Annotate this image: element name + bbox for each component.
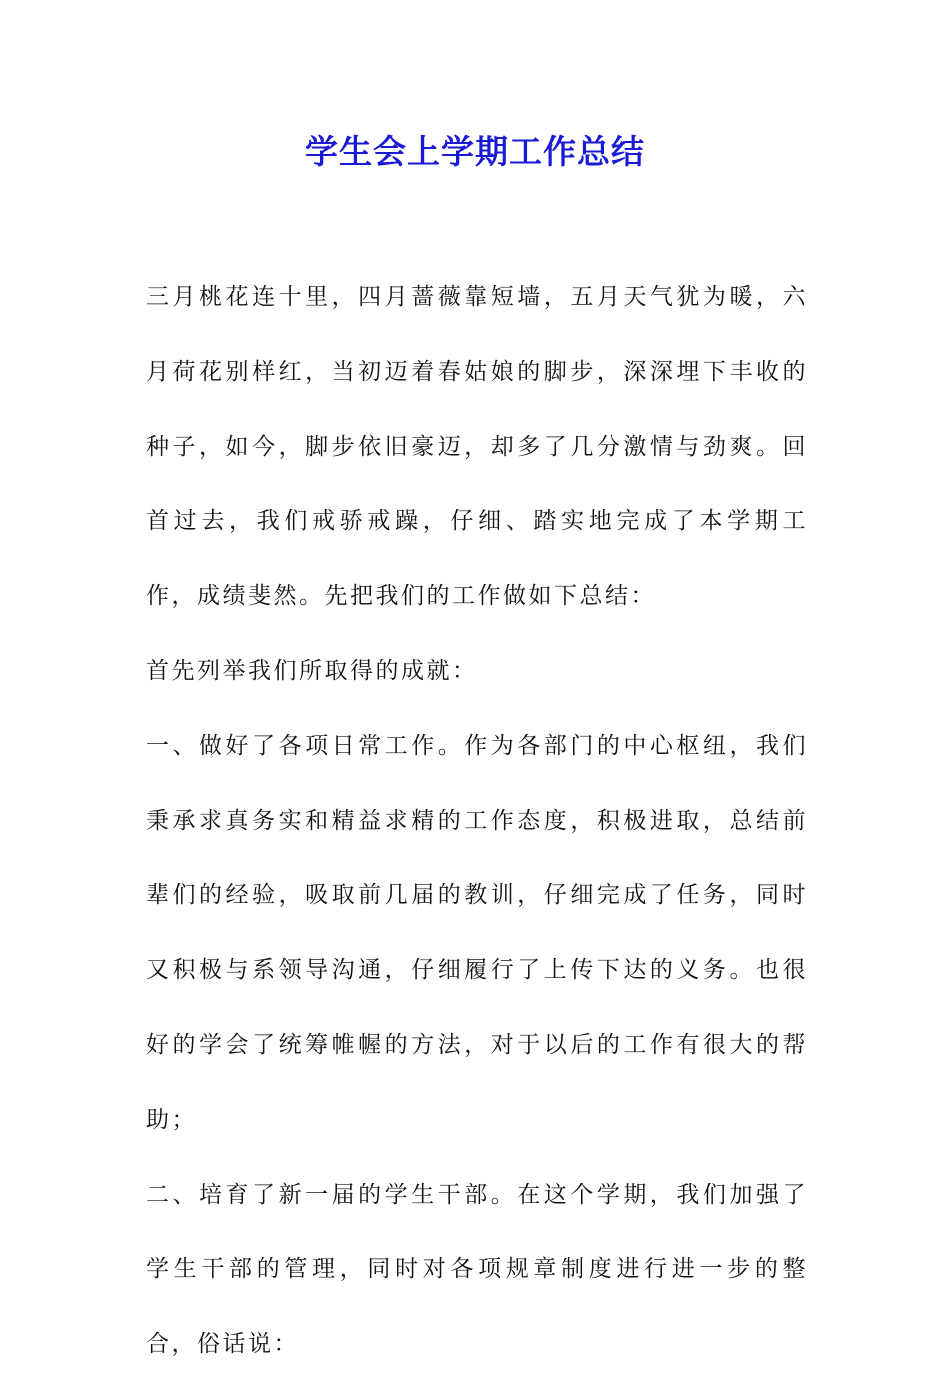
document-body	[146, 260, 808, 1382]
document-title: 学生会上学期工作总结	[305, 132, 645, 171]
paragraph-achievements-lead: 首先列举我们所取得的成就：	[146, 657, 478, 684]
paragraph-intro: 三月桃花连十里，四月蔷薇靠短墙，五月天气犹为暖，六月荷花别样红，当初迈着春姑娘的脚步，深深埋下丰收的种子，如今，脚步依旧豪迈，却多了几分激情与劲爽。回首过去，我们戒骄戒躁，仔细、踏实地完成了本学期工作，成绩斐然。先把我们的工作做如下总结：	[146, 284, 808, 610]
paragraph-item-two: 二、培育了新一届的学生干部。在这个学期，我们加强了学生干部的管理，同时对各项规章制度进行进一步的整合，俗话说：	[146, 1181, 808, 1358]
paragraph-item-one: 一、做好了各项日常工作。作为各部门的中心枢纽，我们秉承求真务实和精益求精的工作态度，积极进取，总结前辈们的经验，吸取前几届的教训，仔细完成了任务，同时又积极与系领导沟通，仔细履行了上传下达的义务。也很好的学会了统筹帷幄的方法，对于以后的工作有很大的帮助；	[146, 732, 808, 1133]
